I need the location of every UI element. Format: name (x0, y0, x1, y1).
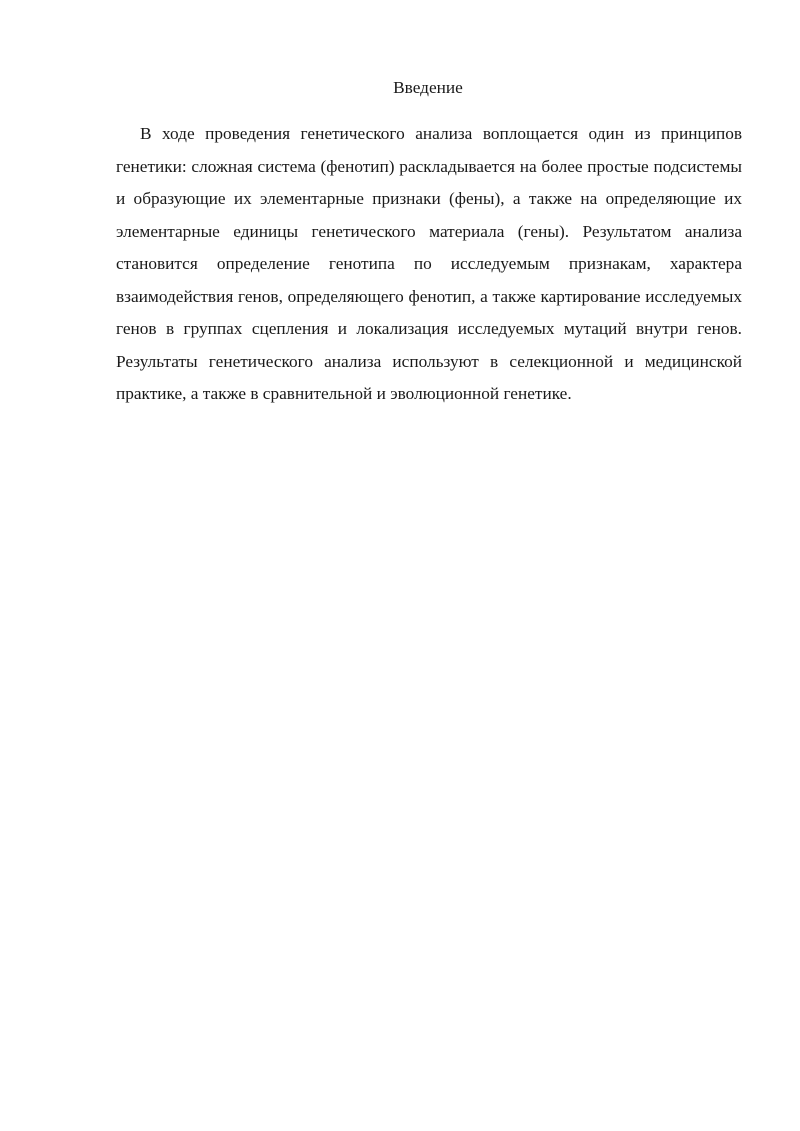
section-heading: Введение (393, 78, 463, 97)
intro-paragraph: В ходе проведения генетического анализа воплощается один из принципов генетики: сложная система (фенотип) раскладывается на более простые подсистемы и образующие их элементарные признаки (фены), а также на определяющие их элементарные единицы генетического материала (гены). Результатом анализа становится определение генотипа по исследуемым признакам, характера взаимодействия генов, определяющего фенотип, а также картирование исследуемых генов в группах сцепления и локализация исследуемых мутаций внутри генов. Результаты генетического анализа используют в селекционной и медицинской практике, а также в сравнительной и эволюционной генетике. (116, 124, 742, 403)
